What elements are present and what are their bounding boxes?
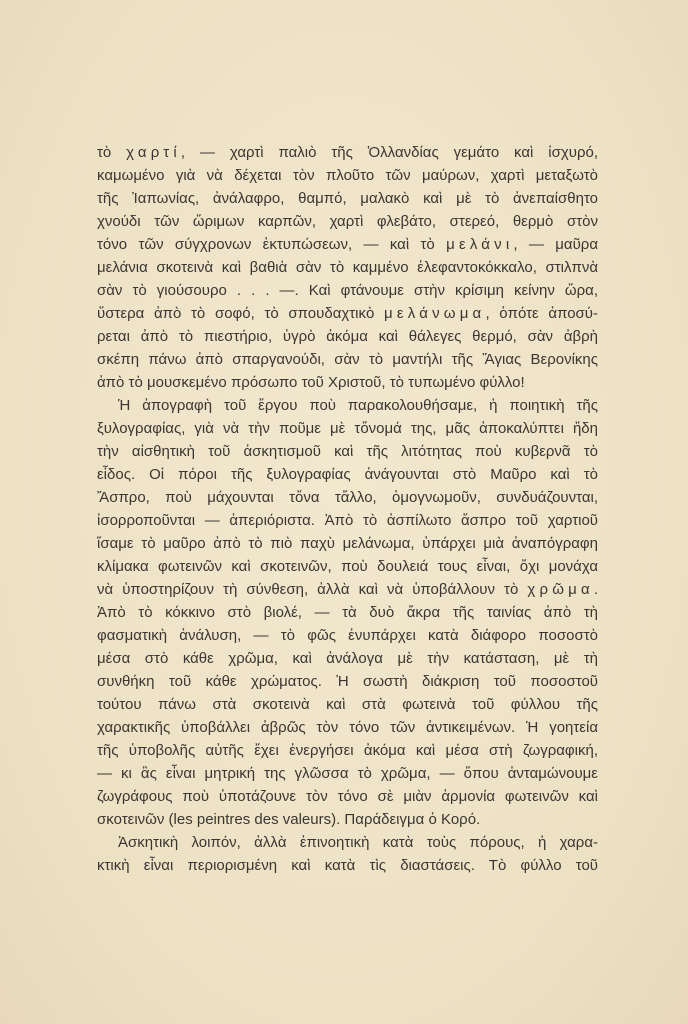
- text-segment: συνθήκη τοῦ κάθε χρώματος. Ἡ σωστὴ διάκριση τοῦ ποσοστοῦ: [97, 673, 598, 690]
- text-line: [97, 164, 598, 187]
- text-segment: τούτου πάνω στὰ σκοτεινὰ καὶ στὰ φωτεινὰ τοῦ φύλλου τῆς: [97, 696, 598, 713]
- text-segment: ρεται ἀπὸ τὸ πιεστήριο, ὑγρὸ ἀκόμα καὶ θάλεγες θερμό, σὰν ἀβρὴ: [97, 328, 598, 345]
- text-segment: κτικὴ εἶναι περιορισμένη καὶ κατὰ τὶς διαστάσεις. Τὸ φύλλο τοῦ: [97, 857, 598, 874]
- text-line: [97, 141, 598, 164]
- text-line: [97, 394, 598, 417]
- text-segment: — κι ἂς εἶναι μητρική της γλῶσσα τὸ χρῶμα, — ὅπου ἀνταμώνουμε: [97, 765, 598, 782]
- text-segment: τὴν αἰσθητικὴ τοῦ ἀσκητισμοῦ καὶ τῆς λιτότητας ποὺ κυβερνᾶ τὸ: [97, 443, 598, 460]
- text-line: [97, 532, 598, 555]
- text-line: [97, 187, 598, 210]
- text-line: [97, 233, 598, 256]
- text-segment: τῆς Ἰαπωνίας, ἀνάλαφρο, θαμπό, μαλακὸ καὶ μὲ τὸ ἀνεπαίσθητο: [97, 190, 598, 207]
- text-segment: τῆς ὑποβολῆς αὐτῆς ἔχει ἐνεργήσει ἀκόμα καὶ μέσα στὴ ζωγραφική,: [97, 742, 598, 759]
- text-line: [97, 831, 598, 854]
- text-segment: εἶδος. Οἱ πόροι τῆς ξυλογραφίας ἀνάγουνται στὸ Μαῦρο καὶ τὸ: [97, 466, 598, 483]
- text-segment: χαρακτικῆς ὑποβάλλει ἀβρῶς τὸν τόνο τῶν ἀντικειμένων. Ἡ γοητεία: [97, 719, 598, 736]
- text-segment: Ἀπὸ τὸ κόκκινο στὸ βιολέ, — τὰ δυὸ ἄκρα τῆς ταινίας ἀπὸ τὴ: [97, 604, 598, 621]
- text-line: [97, 716, 598, 739]
- text-line: [97, 325, 598, 348]
- text-line: [97, 371, 598, 394]
- text-line: [97, 486, 598, 509]
- body-text: [97, 141, 598, 877]
- text-segment: ὕστερα ἀπὸ τὸ σοφό, τὸ σπουδαχτικὸ: [97, 305, 385, 322]
- text-segment: Ἄσπρο, ποὺ μάχουνται τὄνα τἄλλο, ὁμογνωμοῦν, συνδυάζουνται,: [97, 489, 598, 506]
- text-line: [97, 509, 598, 532]
- text-line: [97, 647, 598, 670]
- emphasized-word: χρῶμα: [527, 581, 594, 598]
- text-line: [97, 279, 598, 302]
- text-line: [97, 762, 598, 785]
- text-segment: , ὁπότε ἀποσύ-: [485, 305, 598, 322]
- text-segment: ζωγράφους ποὺ ὑποτάζουνε τὸν τόνο σὲ μιὰν ἁρμονία φωτεινῶν καὶ: [97, 788, 598, 805]
- text-segment: σκέπη πάνω ἀπὸ σπαργανούδι, σὰν τὸ μαντήλι τῆς Ἅγιας Βερονίκης: [97, 351, 598, 368]
- text-line: [97, 302, 598, 325]
- text-line: [97, 555, 598, 578]
- text-segment: χνούδι τῶν ὥριμων καρπῶν, χαρτὶ φλεβάτο, στερεό, θερμὸ στὸν: [97, 213, 598, 230]
- text-segment: τόνο τῶν σύγχρονων ἐκτυπώσεων, — καὶ τὸ: [97, 236, 447, 253]
- text-segment: μελάνια σκοτεινὰ καὶ βαθιὰ σὰν τὸ καμμένο ἐλεφαντοκόκκαλο, στιλπνὰ: [97, 259, 598, 276]
- text-line: [97, 785, 598, 808]
- text-segment: Ἀσκητικὴ λοιπόν, ἀλλὰ ἐπινοητικὴ κατὰ τοὺς πόρους, ἡ χαρα-: [118, 834, 598, 851]
- text-segment: καμωμένο γιὰ νὰ δέχεται τὸν πλοῦτο τῶν μαύρων, χαρτὶ μεταξωτὸ: [97, 167, 598, 184]
- text-line: [97, 463, 598, 486]
- emphasized-word: χαρτί: [126, 144, 181, 161]
- text-segment: Ἡ ἀπογραφὴ τοῦ ἔργου ποὺ παρακολουθήσαμε, ἡ ποιητικὴ τῆς: [118, 397, 598, 414]
- emphasized-word: μελάνι: [446, 236, 514, 253]
- text-segment: ἴσαμε τὸ μαῦρο ἀπὸ τὸ πιὸ παχὺ μελάνωμα, ὑπάρχει μιὰ ἀναπόγραφη: [97, 535, 598, 552]
- text-segment: ξυλογραφίας, γιὰ νὰ τὴν ποῦμε μὲ τὄνομά της, μᾶς ἀποκαλύπτει ἤδη: [97, 420, 598, 437]
- text-segment: ἰσορροποῦνται — ἀπεριόριστα. Ἀπὸ τὸ ἀσπίλωτο ἄσπρο τοῦ χαρτιοῦ: [97, 512, 598, 529]
- text-line: [97, 739, 598, 762]
- text-segment: σκοτεινῶν (les peintres des valeurs). Παράδειγμα ὁ Κορό.: [97, 811, 481, 828]
- text-segment: τὸ: [97, 144, 127, 161]
- text-line: [97, 693, 598, 716]
- text-line: [97, 256, 598, 279]
- text-segment: κλίμακα φωτεινῶν καὶ σκοτεινῶν, ποὺ δουλειά τους εἶναι, ὄχι μονάχα: [97, 558, 598, 575]
- text-segment: .: [593, 581, 598, 598]
- text-line: [97, 808, 598, 831]
- text-line: [97, 601, 598, 624]
- text-segment: νὰ ὑποστηρίζουν τὴ σύνθεση, ἀλλὰ καὶ νὰ ὑποβάλλουν τὸ: [97, 581, 528, 598]
- text-segment: φασματικὴ ἀνάλυση, — τὸ φῶς ἐνυπάρχει κατὰ διάφορο ποσοστὸ: [97, 627, 598, 644]
- text-line: [97, 348, 598, 371]
- text-segment: σὰν τὸ γιούσουρο . . . —. Καὶ φτάνουμε στὴν κρίσιμη κείνην ὥρα,: [97, 282, 598, 299]
- text-segment: , — χαρτὶ παλιὸ τῆς Ὁλλανδίας γεμάτο καὶ ἰσχυρό,: [180, 144, 598, 161]
- text-line: [97, 440, 598, 463]
- text-line: [97, 624, 598, 647]
- text-line: [97, 210, 598, 233]
- text-line: [97, 854, 598, 877]
- text-segment: μέσα στὸ κάθε χρῶμα, καὶ ἀνάλογα μὲ τὴν κατάσταση, μὲ τὴ: [97, 650, 598, 667]
- text-line: [97, 578, 598, 601]
- text-line: [97, 417, 598, 440]
- text-segment: ἀπὸ τὸ μουσκεμένο πρόσωπο τοῦ Χριστοῦ, τὸ τυπωμένο φύλλο!: [97, 374, 525, 391]
- text-segment: , — μαῦρα: [513, 236, 598, 253]
- emphasized-word: μελάνωμα: [384, 305, 486, 322]
- text-line: [97, 670, 598, 693]
